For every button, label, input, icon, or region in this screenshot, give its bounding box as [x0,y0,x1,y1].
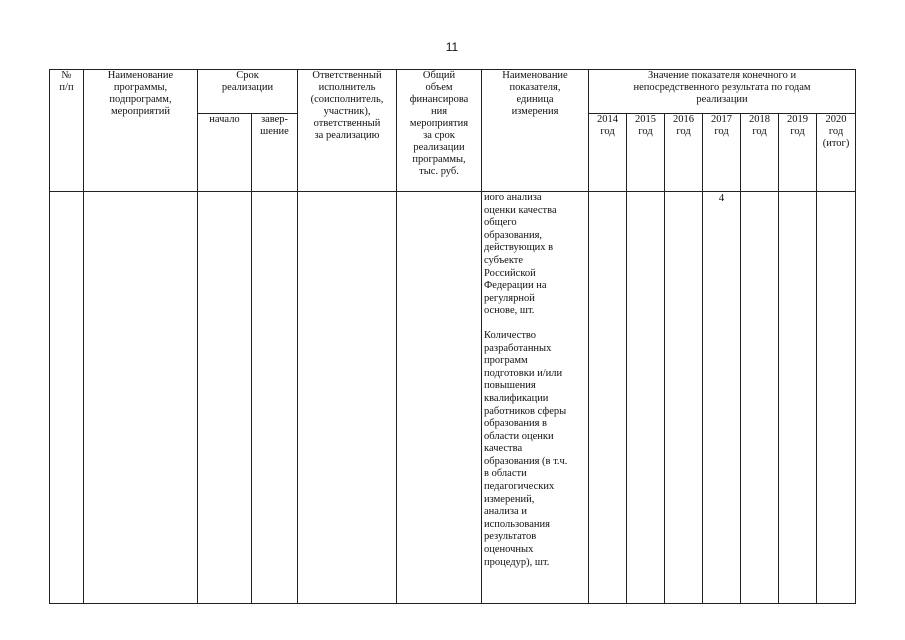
col-header-year-2020: 2020 год (итог) [817,114,856,192]
col-header-year-2016: 2016 год [665,114,703,192]
col-header-year-2017: 2017 год [703,114,741,192]
program-table [49,69,856,604]
col-header-term-start: начало [198,114,252,192]
cell-term-start [198,192,252,604]
col-header-term-end: завер- шение [252,114,298,192]
cell-program-name [84,192,198,604]
col-header-num: № п/п [50,70,84,192]
cell-value-2015 [627,192,665,604]
cell-value-2014 [589,192,627,604]
col-header-year-2014: 2014 год [589,114,627,192]
cell-value-2019 [779,192,817,604]
indicator-gap [484,318,586,330]
indicator-text-2: Количество разработанных программ подготовки и/или повышения квалификации работников сферы образования в области оценки качества образования (в т.ч. в области педагогических измерений, анализа и использования результатов оценочных процедур), шт. [484,329,568,568]
col-header-executor: Ответственный исполнитель (соисполнитель, участник), ответственный за реализацию [298,70,397,192]
cell-value-2016 [665,192,703,604]
col-header-indicator-name: Наименование показателя, единица измерения [482,70,589,192]
page-number: 11 [445,40,459,54]
col-header-year-2019: 2019 год [779,114,817,192]
cell-indicator-name [482,192,589,604]
table-row [50,192,856,604]
cell-value-2017: 4 [703,192,741,604]
col-header-values-group: Значение показателя конечного и непосредственного результата по годам реализации [589,70,856,114]
indicator-text-1: иого анализа оценки качества общего образования, действующих в субъекте Российской Федерации на регулярной основе, шт. [484,192,557,317]
cell-value-2018 [741,192,779,604]
cell-executor [298,192,397,604]
cell-term-end [252,192,298,604]
col-header-funding: Общий объем финансирова ния мероприятия за срок реализации программы, тыс. руб. [397,70,482,192]
cell-num [50,192,84,604]
cell-funding [397,192,482,604]
col-header-term: Срок реализации [198,70,298,114]
col-header-year-2018: 2018 год [741,114,779,192]
cell-value-2020 [817,192,856,604]
col-header-year-2015: 2015 год [627,114,665,192]
col-header-program-name: Наименование программы, подпрограмм, мероприятий [84,70,198,192]
